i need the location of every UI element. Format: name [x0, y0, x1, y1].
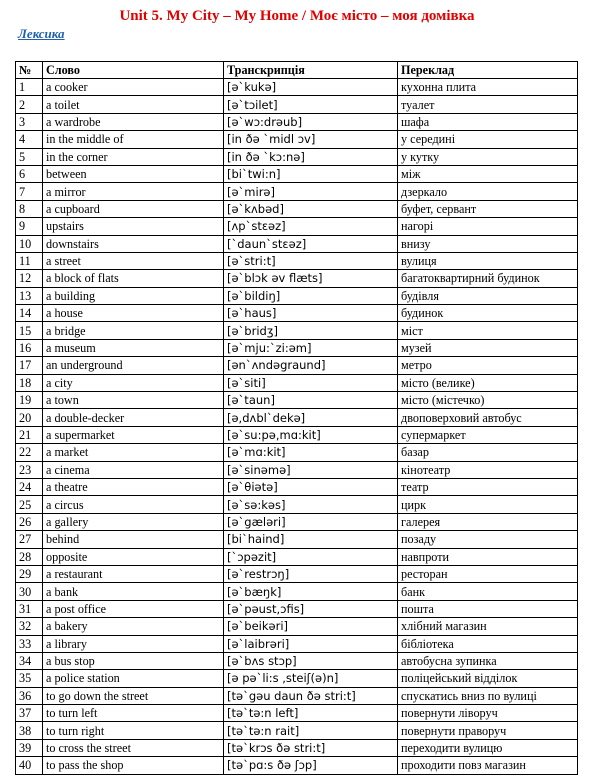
row-number: 4 — [16, 131, 43, 148]
row-translation: будинок — [398, 305, 578, 322]
row-word: a supermarket — [43, 426, 224, 443]
table-row — [16, 287, 578, 304]
row-word: a street — [43, 252, 224, 269]
row-translation: цирк — [398, 496, 578, 513]
table-row — [16, 270, 578, 287]
table-row — [16, 426, 578, 443]
row-word: a house — [43, 305, 224, 322]
row-translation: повернути праворуч — [398, 722, 578, 739]
table-row — [16, 322, 578, 339]
row-number: 5 — [16, 148, 43, 165]
row-translation: спускатись вниз по вулиці — [398, 687, 578, 704]
row-transcription: [bi`twi:n] — [224, 165, 398, 182]
table-row — [16, 652, 578, 669]
table-row — [16, 218, 578, 235]
row-translation: хлібний магазин — [398, 618, 578, 635]
row-word: to turn left — [43, 705, 224, 722]
row-translation: дзеркало — [398, 183, 578, 200]
row-transcription: [ə`haus] — [224, 305, 398, 322]
row-word: a town — [43, 392, 224, 409]
table-row — [16, 531, 578, 548]
row-transcription: [ə`stri:t] — [224, 252, 398, 269]
row-number: 26 — [16, 513, 43, 530]
row-word: a bank — [43, 583, 224, 600]
row-transcription: [ə`bildiŋ] — [224, 287, 398, 304]
row-transcription: [bi`haind] — [224, 531, 398, 548]
row-word: a post office — [43, 600, 224, 617]
row-number: 9 — [16, 218, 43, 235]
table-row — [16, 496, 578, 513]
row-translation: нагорі — [398, 218, 578, 235]
row-transcription: [`ɔpəzit] — [224, 548, 398, 565]
row-translation: супермаркет — [398, 426, 578, 443]
row-word: a city — [43, 374, 224, 391]
table-row — [16, 618, 578, 635]
row-word: a bridge — [43, 322, 224, 339]
row-number: 24 — [16, 478, 43, 495]
table-row — [16, 705, 578, 722]
row-transcription: [ə`bæŋk] — [224, 583, 398, 600]
column-header-transcription: Транскрипція — [224, 62, 398, 79]
vocabulary-table — [15, 61, 578, 775]
table-row — [16, 409, 578, 426]
page-title: Unit 5. My City – My Home / Моє місто – моя домівка — [119, 8, 475, 24]
row-transcription: [ə`sə:kəs] — [224, 496, 398, 513]
row-translation: ресторан — [398, 565, 578, 582]
table-row — [16, 461, 578, 478]
row-word: a theatre — [43, 478, 224, 495]
row-word: a library — [43, 635, 224, 652]
row-number: 37 — [16, 705, 43, 722]
row-word: upstairs — [43, 218, 224, 235]
row-translation: будівля — [398, 287, 578, 304]
table-row — [16, 392, 578, 409]
table-row — [16, 79, 578, 96]
row-word: a market — [43, 444, 224, 461]
row-transcription: [ə`mju:`zi:əm] — [224, 339, 398, 356]
row-word: an underground — [43, 357, 224, 374]
table-row — [16, 183, 578, 200]
row-translation: пошта — [398, 600, 578, 617]
column-header-number: № — [16, 62, 43, 79]
row-number: 16 — [16, 339, 43, 356]
row-number: 33 — [16, 635, 43, 652]
row-transcription: [in ðə `midl ɔv] — [224, 131, 398, 148]
row-translation: метро — [398, 357, 578, 374]
row-word: a toilet — [43, 96, 224, 113]
table-row — [16, 148, 578, 165]
row-number: 7 — [16, 183, 43, 200]
row-transcription: [ə`bridʒ] — [224, 322, 398, 339]
row-word: a bakery — [43, 618, 224, 635]
row-translation: двоповерховий автобус — [398, 409, 578, 426]
row-word: a block of flats — [43, 270, 224, 287]
row-transcription: [ə`taun] — [224, 392, 398, 409]
row-number: 31 — [16, 600, 43, 617]
row-translation: місто (велике) — [398, 374, 578, 391]
row-transcription: [tə`gəu daun ðə stri:t] — [224, 687, 398, 704]
row-translation: базар — [398, 444, 578, 461]
row-word: a bus stop — [43, 652, 224, 669]
row-transcription: [ə`bʌs stɔp] — [224, 652, 398, 669]
row-number: 36 — [16, 687, 43, 704]
row-number: 21 — [16, 426, 43, 443]
row-translation: музей — [398, 339, 578, 356]
row-translation: у середині — [398, 131, 578, 148]
row-translation: навпроти — [398, 548, 578, 565]
table-row — [16, 739, 578, 756]
row-number: 25 — [16, 496, 43, 513]
row-translation: театр — [398, 478, 578, 495]
row-number: 28 — [16, 548, 43, 565]
row-number: 39 — [16, 739, 43, 756]
table-row — [16, 165, 578, 182]
row-number: 40 — [16, 757, 43, 774]
row-number: 2 — [16, 96, 43, 113]
row-word: in the corner — [43, 148, 224, 165]
row-translation: банк — [398, 583, 578, 600]
column-header-translation: Переклад — [398, 62, 578, 79]
row-number: 6 — [16, 165, 43, 182]
row-word: opposite — [43, 548, 224, 565]
row-transcription: [ə`θiətə] — [224, 478, 398, 495]
row-transcription: [ə`pəust,ɔfis] — [224, 600, 398, 617]
table-row — [16, 548, 578, 565]
row-translation: шафа — [398, 113, 578, 130]
row-transcription: [in ðə `kɔ:nə] — [224, 148, 398, 165]
row-word: to pass the shop — [43, 757, 224, 774]
row-word: a mirror — [43, 183, 224, 200]
table-row — [16, 305, 578, 322]
table-row — [16, 200, 578, 217]
row-translation: внизу — [398, 235, 578, 252]
row-translation: бібліотека — [398, 635, 578, 652]
row-word: to cross the street — [43, 739, 224, 756]
table-row — [16, 687, 578, 704]
row-word: a double-decker — [43, 409, 224, 426]
row-word: a wardrobe — [43, 113, 224, 130]
table-row — [16, 513, 578, 530]
row-transcription: [ə`beikəri] — [224, 618, 398, 635]
row-translation: міст — [398, 322, 578, 339]
table-row — [16, 113, 578, 130]
row-word: a cupboard — [43, 200, 224, 217]
table-header-row — [16, 62, 578, 79]
row-translation: галерея — [398, 513, 578, 530]
row-translation: між — [398, 165, 578, 182]
row-number: 38 — [16, 722, 43, 739]
table-row — [16, 374, 578, 391]
row-transcription: [tə`krɔs ðə stri:t] — [224, 739, 398, 756]
row-number: 22 — [16, 444, 43, 461]
table-row — [16, 252, 578, 269]
row-transcription: [ə`siti] — [224, 374, 398, 391]
row-translation: буфет, сервант — [398, 200, 578, 217]
row-number: 34 — [16, 652, 43, 669]
section-subtitle[interactable]: Лексика — [18, 26, 65, 41]
row-number: 10 — [16, 235, 43, 252]
row-translation: проходити повз магазин — [398, 757, 578, 774]
row-word: a museum — [43, 339, 224, 356]
row-word: a police station — [43, 670, 224, 687]
table-row — [16, 722, 578, 739]
row-translation: позаду — [398, 531, 578, 548]
row-transcription: [tə`tə:n left] — [224, 705, 398, 722]
row-word: a cooker — [43, 79, 224, 96]
row-translation: багатоквартирний будинок — [398, 270, 578, 287]
row-translation: кінотеатр — [398, 461, 578, 478]
row-transcription: [tə`pɑ:s ðə ʃɔp] — [224, 757, 398, 774]
table-row — [16, 235, 578, 252]
row-word: behind — [43, 531, 224, 548]
row-word: to turn right — [43, 722, 224, 739]
row-translation: автобусна зупинка — [398, 652, 578, 669]
row-transcription: [ə`kukə] — [224, 79, 398, 96]
row-translation: переходити вулицю — [398, 739, 578, 756]
row-transcription: [ə`kʌbəd] — [224, 200, 398, 217]
row-transcription: [ə`wɔ:drəub] — [224, 113, 398, 130]
row-word: to go down the street — [43, 687, 224, 704]
row-number: 18 — [16, 374, 43, 391]
row-transcription: [ə pə`li:s ,steiʃ(ə)n] — [224, 670, 398, 687]
row-number: 35 — [16, 670, 43, 687]
table-row — [16, 339, 578, 356]
row-transcription: [ə`restrɔŋ] — [224, 565, 398, 582]
row-number: 32 — [16, 618, 43, 635]
table-row — [16, 96, 578, 113]
table-row — [16, 478, 578, 495]
row-word: between — [43, 165, 224, 182]
row-number: 8 — [16, 200, 43, 217]
row-transcription: [ə`tɔilet] — [224, 96, 398, 113]
row-number: 27 — [16, 531, 43, 548]
row-word: a building — [43, 287, 224, 304]
row-transcription: [ə`su:pə,mɑ:kit] — [224, 426, 398, 443]
row-transcription: [tə`tə:n rait] — [224, 722, 398, 739]
row-number: 30 — [16, 583, 43, 600]
row-transcription: [ən`ʌndəgraund] — [224, 357, 398, 374]
table-row — [16, 131, 578, 148]
row-translation: кухонна плита — [398, 79, 578, 96]
table-row — [16, 357, 578, 374]
row-number: 14 — [16, 305, 43, 322]
row-transcription: [ə,dʌbl`dekə] — [224, 409, 398, 426]
table-row — [16, 670, 578, 687]
row-number: 23 — [16, 461, 43, 478]
row-translation: вулиця — [398, 252, 578, 269]
row-word: in the middle of — [43, 131, 224, 148]
row-number: 17 — [16, 357, 43, 374]
row-transcription: [ə`gæləri] — [224, 513, 398, 530]
row-number: 19 — [16, 392, 43, 409]
table-row — [16, 444, 578, 461]
row-word: a cinema — [43, 461, 224, 478]
row-transcription: [`daun`stεəz] — [224, 235, 398, 252]
row-word: downstairs — [43, 235, 224, 252]
row-number: 12 — [16, 270, 43, 287]
row-translation: у кутку — [398, 148, 578, 165]
row-transcription: [ə`blɔk əv flæts] — [224, 270, 398, 287]
row-number: 3 — [16, 113, 43, 130]
row-number: 29 — [16, 565, 43, 582]
table-row — [16, 757, 578, 774]
row-number: 15 — [16, 322, 43, 339]
table-row — [16, 600, 578, 617]
row-transcription: [ʌp`stεəz] — [224, 218, 398, 235]
row-number: 11 — [16, 252, 43, 269]
row-word: a restaurant — [43, 565, 224, 582]
vocabulary-table-body — [16, 79, 578, 775]
row-translation: повернути ліворуч — [398, 705, 578, 722]
row-translation: поліцейський відділок — [398, 670, 578, 687]
row-number: 1 — [16, 79, 43, 96]
row-transcription: [ə`sinəmə] — [224, 461, 398, 478]
row-translation: місто (містечко) — [398, 392, 578, 409]
row-translation: туалет — [398, 96, 578, 113]
row-number: 20 — [16, 409, 43, 426]
row-word: a circus — [43, 496, 224, 513]
row-transcription: [ə`mɑ:kit] — [224, 444, 398, 461]
table-row — [16, 635, 578, 652]
column-header-word: Слово — [43, 62, 224, 79]
row-transcription: [ə`mirə] — [224, 183, 398, 200]
table-row — [16, 583, 578, 600]
row-word: a gallery — [43, 513, 224, 530]
row-number: 13 — [16, 287, 43, 304]
row-transcription: [ə`laibrəri] — [224, 635, 398, 652]
table-row — [16, 565, 578, 582]
